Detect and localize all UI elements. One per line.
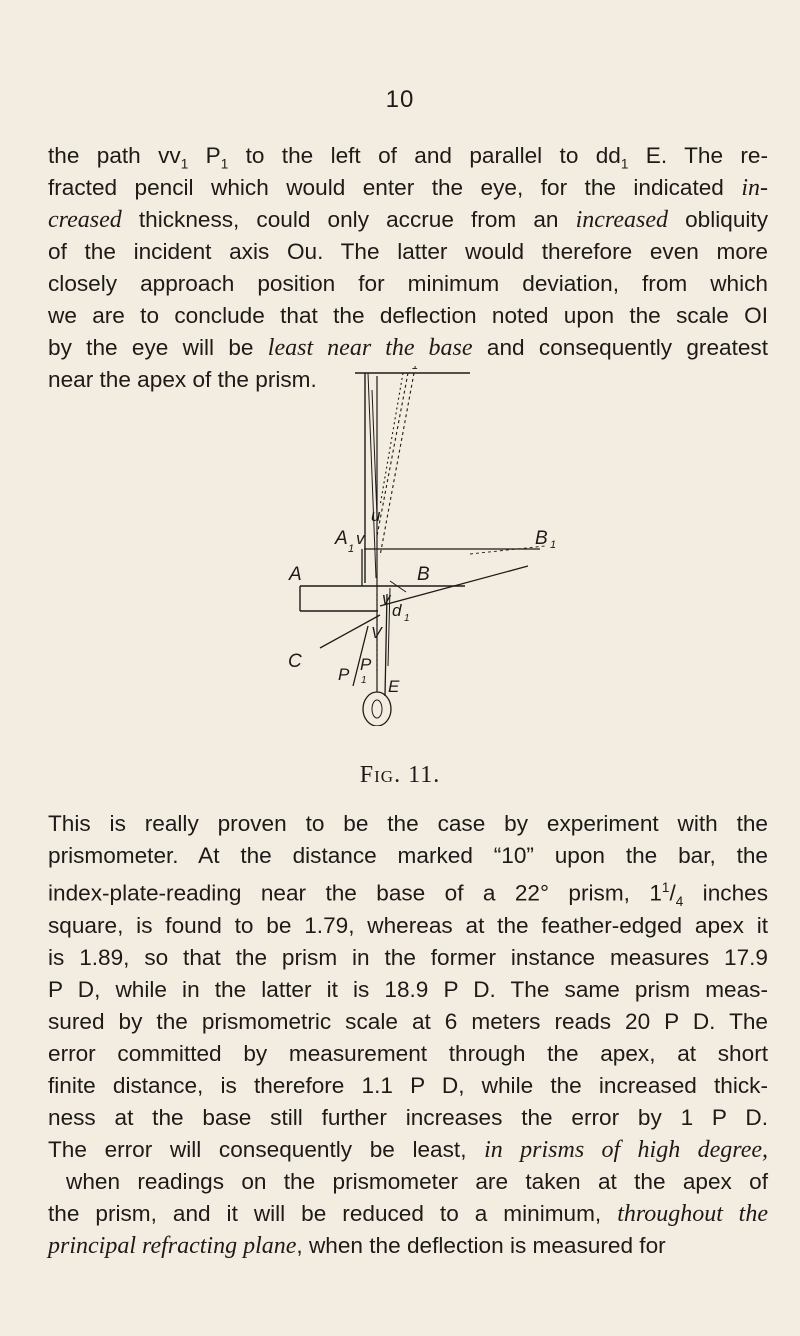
text-line: principal refracting plane, when the deflection is measured for bbox=[48, 1232, 666, 1259]
label-A: A bbox=[289, 564, 302, 585]
eye-pupil bbox=[372, 700, 382, 718]
label-E: E bbox=[388, 677, 400, 696]
text-line: P D, while in the latter it is 18.9 P D. The same prism meas- bbox=[48, 976, 768, 1002]
label-P1-sub: 1 bbox=[361, 675, 367, 686]
figure-caption: Fig. 11. bbox=[359, 762, 441, 788]
text-line: This is really proven to be the case by experiment with the bbox=[48, 811, 768, 836]
page-number: 10 bbox=[385, 86, 415, 113]
label-B1: B bbox=[535, 528, 548, 549]
text-line: by the eye will be least near the base and consequently greatest bbox=[48, 335, 768, 361]
eye-icon bbox=[363, 692, 391, 726]
text-line: fracted pencil which would enter the eye, for the indicated in- bbox=[48, 175, 768, 201]
ray-dashed bbox=[380, 373, 414, 556]
text-line: we are to conclude that the deflection noted upon the scale OI bbox=[48, 303, 768, 328]
text-line: is 1.89, so that the prism in the former instance measures 17.9 bbox=[48, 944, 768, 970]
text-line: sured by the prismometric scale at 6 meters reads 20 P D. The bbox=[48, 1008, 768, 1034]
text-line: the prism, and it will be reduced to a minimum, throughout the bbox=[48, 1200, 768, 1227]
text-line: the path $vv_1$ $P_1$ to the left of and parallel to $dd_1$ E. The re- bbox=[48, 143, 768, 172]
text-line: index-plate-reading near the base of a 22° prism, $1^1/_4$ inches bbox=[48, 880, 768, 910]
paragraph-2 bbox=[48, 808, 768, 1262]
line-B-dashed bbox=[470, 546, 545, 554]
prism-diagram bbox=[280, 366, 600, 726]
text-line: square, is found to be 1.79, whereas at the feather-edged apex it bbox=[48, 912, 768, 938]
text-line: of the incident axis Ou. The latter would therefore even more bbox=[48, 239, 768, 264]
label-P1: P bbox=[360, 655, 372, 674]
label-A1-sub: 1 bbox=[348, 543, 355, 555]
ray-dashed bbox=[380, 373, 403, 506]
paragraph-1 bbox=[48, 140, 768, 396]
label-u: u bbox=[371, 506, 381, 525]
label-v1: v bbox=[382, 589, 391, 608]
figure-11-diagram bbox=[280, 366, 600, 726]
label-B1-sub: 1 bbox=[550, 539, 557, 551]
text-line: error committed by measurement through the apex, at short bbox=[48, 1040, 768, 1066]
text-line: when readings on the prismometer are taken at the apex of bbox=[66, 1168, 768, 1194]
ray-vertical bbox=[368, 373, 376, 578]
text-line: closely approach position for minimum deviation, from which bbox=[48, 271, 768, 296]
label-C: C bbox=[288, 651, 302, 672]
label-I1-sub: 1 bbox=[412, 366, 419, 372]
label-d: d bbox=[392, 601, 402, 620]
label-V: V bbox=[371, 625, 382, 642]
label-A1: A bbox=[335, 528, 348, 549]
text-line: ness at the base still further increases the error by 1 P D. bbox=[48, 1104, 768, 1130]
label-I bbox=[404, 366, 410, 371]
text-line: The error will consequently be least, in prisms of high degree, bbox=[48, 1136, 768, 1163]
text-line: prismometer. At the distance marked “10” upon the bar, the bbox=[48, 843, 768, 868]
label-d1-sub: 1 bbox=[404, 613, 410, 624]
label-v: v bbox=[356, 529, 365, 548]
text-line: creased thickness, could only accrue from an increased obliquity bbox=[48, 207, 768, 233]
ray-E bbox=[385, 594, 387, 696]
label-B: B bbox=[417, 564, 430, 585]
text-line: near the apex of the prism. bbox=[48, 367, 317, 392]
label-O bbox=[357, 366, 368, 371]
ray-dashed bbox=[377, 373, 408, 536]
label-P: P bbox=[338, 665, 350, 684]
text-line: finite distance, is therefore 1.1 P D, while the increased thick- bbox=[48, 1072, 768, 1098]
